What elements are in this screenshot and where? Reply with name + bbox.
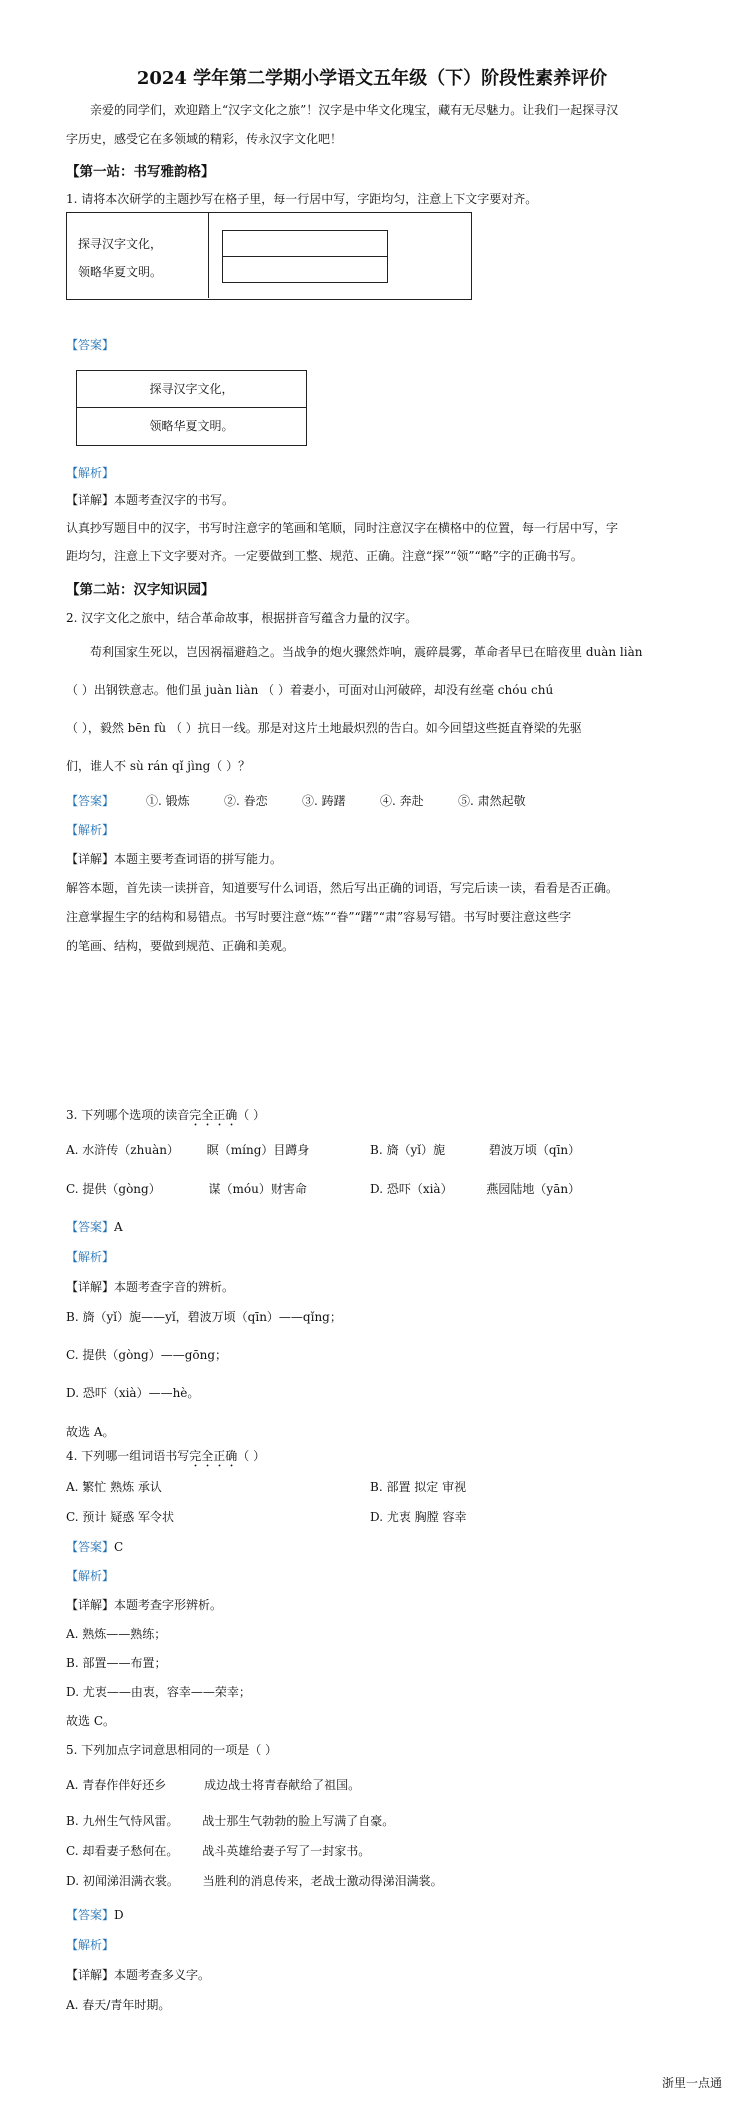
q3-option-d[interactable] xyxy=(370,1180,580,1197)
section-1-heading: 【第一站：书写雅韵格】 xyxy=(66,164,215,180)
q1-writing-box-1[interactable] xyxy=(222,230,388,257)
q5-option-a[interactable] xyxy=(66,1776,360,1793)
q5-option-d[interactable] xyxy=(66,1872,443,1889)
q3-option-c-part2: 谋（móu）财害命 xyxy=(208,1182,307,1196)
document-title: 2024 学年第二学期小学语文五年级（下）阶段性素养评价 xyxy=(136,68,608,89)
q5-option-b-part1: B. 九州生气恃风雷。 xyxy=(66,1814,179,1828)
q5-option-c-part1: C. 却看妻子愁何在。 xyxy=(66,1844,179,1858)
q4-stem-bracket: （ ） xyxy=(237,1449,266,1463)
q4-option-b[interactable]: B. 部置 拟定 审视 xyxy=(370,1480,467,1494)
q4-option-c[interactable]: C. 预计 疑惑 军令状 xyxy=(66,1510,175,1524)
q3-option-a-part2: 瞑（míng）目蹲身 xyxy=(206,1143,310,1157)
q1-analysis-label: 【解析】 xyxy=(66,466,115,480)
q3-option-a[interactable] xyxy=(66,1141,309,1158)
q2-detail-3: 注意掌握生字的结构和易错点。书写时要注意“炼”“眷”“躇”“肃”容易写错。书写时要注意这些字 xyxy=(66,910,572,924)
q2-answer-5: ⑤. 肃然起敬 xyxy=(458,794,526,808)
q1-answer-table xyxy=(76,370,307,446)
q3-option-c-part1: C. 提供（gòng） xyxy=(66,1182,161,1196)
q4-answer-value: C xyxy=(114,1540,124,1554)
q4-detail-3: B. 部置——布置； xyxy=(66,1656,167,1670)
q2-detail-4: 的笔画、结构，要做到规范、正确和美观。 xyxy=(66,939,295,953)
q3-stem-emphasis: 完全正确 xyxy=(189,1108,238,1122)
q4-answer xyxy=(66,1538,123,1555)
q3-option-a-part1: A. 水浒传（zhuàn） xyxy=(66,1143,179,1157)
q5-option-d-part2: 当胜利的消息传来，老战士激动得涕泪满裳。 xyxy=(202,1874,443,1888)
intro-line-2: 字历史，感受它在多领域的精彩，传永汉字文化吧！ xyxy=(66,132,343,146)
q2-answer-4: ④. 奔赴 xyxy=(380,794,424,808)
q2-passage-1: 苟利国家生死以，岂因祸福避趋之。当战争的炮火骤然炸响，震碎晨雾，革命者早已在暗夜里 duàn liàn xyxy=(90,645,643,659)
q3-detail-2: B. 旖（yǐ）旎——yǐ，碧波万顷（qīn）——qǐng； xyxy=(66,1310,342,1324)
q5-option-d-part1: D. 初闻涕泪满衣裳。 xyxy=(66,1874,179,1888)
q2-detail-2: 解答本题，首先读一读拼音，知道要写什么词语，然后写出正确的词语，写完后读一读，看看是否正确。 xyxy=(66,881,619,895)
q5-option-a-part1: A. 青春作伴好还乡 xyxy=(66,1778,167,1792)
q3-answer xyxy=(66,1218,123,1235)
q3-stem-text: 3. 下列哪个选项的读音 xyxy=(66,1108,190,1122)
q1-answer-label: 【答案】 xyxy=(66,338,115,352)
q3-stem xyxy=(66,1106,265,1129)
q5-option-c-part2: 战斗英雄给妻子写了一封家书。 xyxy=(202,1844,371,1858)
q4-stem-emphasis: 完全正确 xyxy=(189,1449,238,1463)
q2-answer-1: ①. 锻炼 xyxy=(146,794,190,808)
q4-detail-4: D. 尤衷——由衷，容幸——荣幸； xyxy=(66,1685,251,1699)
q5-stem: 5. 下列加点字词意思相同的一项是（ ） xyxy=(66,1743,278,1757)
q3-stem-bracket: （ ） xyxy=(237,1108,266,1122)
q5-analysis-label: 【解析】 xyxy=(66,1938,115,1952)
q3-option-b-part1: B. 旖（yǐ）旎 xyxy=(370,1143,446,1157)
q3-option-d-part1: D. 恐吓（xià） xyxy=(370,1182,453,1196)
q4-detail-1: 【详解】本题考查字形辨析。 xyxy=(66,1598,223,1612)
q1-detail-3: 距均匀，注意上下文字要对齐。一定要做到工整、规范、正确。注意“探”“领”“略”字的正确书写。 xyxy=(66,549,583,563)
q3-answer-value: A xyxy=(114,1220,123,1234)
q3-analysis-label: 【解析】 xyxy=(66,1250,115,1264)
q5-answer xyxy=(66,1906,124,1923)
q4-detail-2: A. 熟炼——熟练； xyxy=(66,1627,167,1641)
q1-answer-line-1: 探寻汉字文化， xyxy=(149,382,234,396)
q5-option-c[interactable] xyxy=(66,1842,370,1859)
q1-source-line-2: 领略华夏文明。 xyxy=(78,265,163,279)
q3-option-c[interactable] xyxy=(66,1180,307,1197)
q2-answer-2: ②. 眷恋 xyxy=(224,794,268,808)
q5-option-a-part2: 成边战士将青春献给了祖国。 xyxy=(204,1778,361,1792)
q2-passage-3: （ ），毅然 bēn fù （ ）抗日一线。那是对这片土地最炽烈的告白。如今回望这些挺直脊梁的先驱 xyxy=(66,721,582,735)
q3-detail-4: D. 恐吓（xià）——hè。 xyxy=(66,1386,200,1400)
intro-line-1: 亲爱的同学们，欢迎踏上“汉字文化之旅”！汉字是中华文化瑰宝，藏有无尽魅力。让我们一起探寻汉 xyxy=(90,103,619,117)
q2-analysis-label: 【解析】 xyxy=(66,823,115,837)
q5-detail-1: 【详解】本题考查多义字。 xyxy=(66,1968,211,1982)
q2-answer-label: 【答案】 xyxy=(66,794,115,808)
q1-stem: 1. 请将本次研学的主题抄写在格子里，每一行居中写，字距均匀，注意上下文字要对齐。 xyxy=(66,192,538,206)
q2-passage-2: （ ）出钢铁意志。他们虽 juàn liàn （ ）着妻小，可面对山河破碎，却没有丝毫 chóu chú xyxy=(66,683,554,697)
q4-answer-label: 【答案】 xyxy=(66,1540,115,1554)
q3-detail-3: C. 提供（gòng）——gōng； xyxy=(66,1348,228,1362)
q4-option-a[interactable]: A. 繁忙 熟炼 承认 xyxy=(66,1480,162,1494)
q4-option-d[interactable]: D. 尤衷 胸膛 容幸 xyxy=(370,1510,467,1524)
section-2-heading: 【第二站：汉字知识园】 xyxy=(66,582,215,598)
q3-option-b-part2: 碧波万顷（qīn） xyxy=(488,1143,581,1157)
q3-option-d-part2: 燕园陆地（yān） xyxy=(486,1182,581,1196)
q4-stem xyxy=(66,1447,265,1470)
footer-watermark: 浙里一点通 xyxy=(661,2076,722,2090)
q5-option-b-part2: 战士那生气勃勃的脸上写满了自豪。 xyxy=(202,1814,395,1828)
q2-stem: 2. 汉字文化之旅中，结合革命故事，根据拼音写蕴含力量的汉字。 xyxy=(66,611,418,625)
q1-answer-line-2: 领略华夏文明。 xyxy=(149,419,234,433)
q1-answer-divider xyxy=(77,407,306,408)
q3-detail-5: 故选 A。 xyxy=(66,1425,115,1439)
q2-passage-4: 们，谁人不 sù rán qǐ jìng（ ）？ xyxy=(66,759,251,773)
q3-detail-1: 【详解】本题考查字音的辨析。 xyxy=(66,1280,235,1294)
q1-table-divider xyxy=(208,212,209,298)
q1-source-line-1: 探寻汉字文化， xyxy=(78,237,163,251)
q2-detail-1: 【详解】本题主要考查词语的拼写能力。 xyxy=(66,852,283,866)
q3-answer-label: 【答案】 xyxy=(66,1220,115,1234)
q5-answer-value: D xyxy=(114,1908,124,1922)
q1-detail-2: 认真抄写题目中的汉字，书写时注意字的笔画和笔顺，同时注意汉字在横格中的位置，每一行居中写，字 xyxy=(66,521,619,535)
q4-stem-text: 4. 下列哪一组词语书写 xyxy=(66,1449,190,1463)
q5-answer-label: 【答案】 xyxy=(66,1908,115,1922)
q5-option-b[interactable] xyxy=(66,1812,394,1829)
q4-detail-5: 故选 C。 xyxy=(66,1714,115,1728)
q1-detail-1: 【详解】本题考查汉字的书写。 xyxy=(66,493,235,507)
q1-writing-box-2[interactable] xyxy=(222,256,388,283)
q2-answer-3: ③. 踌躇 xyxy=(302,794,346,808)
q4-analysis-label: 【解析】 xyxy=(66,1569,115,1583)
q5-detail-2: A. 春天/青年时期。 xyxy=(66,1998,171,2012)
q3-option-b[interactable] xyxy=(370,1141,580,1158)
